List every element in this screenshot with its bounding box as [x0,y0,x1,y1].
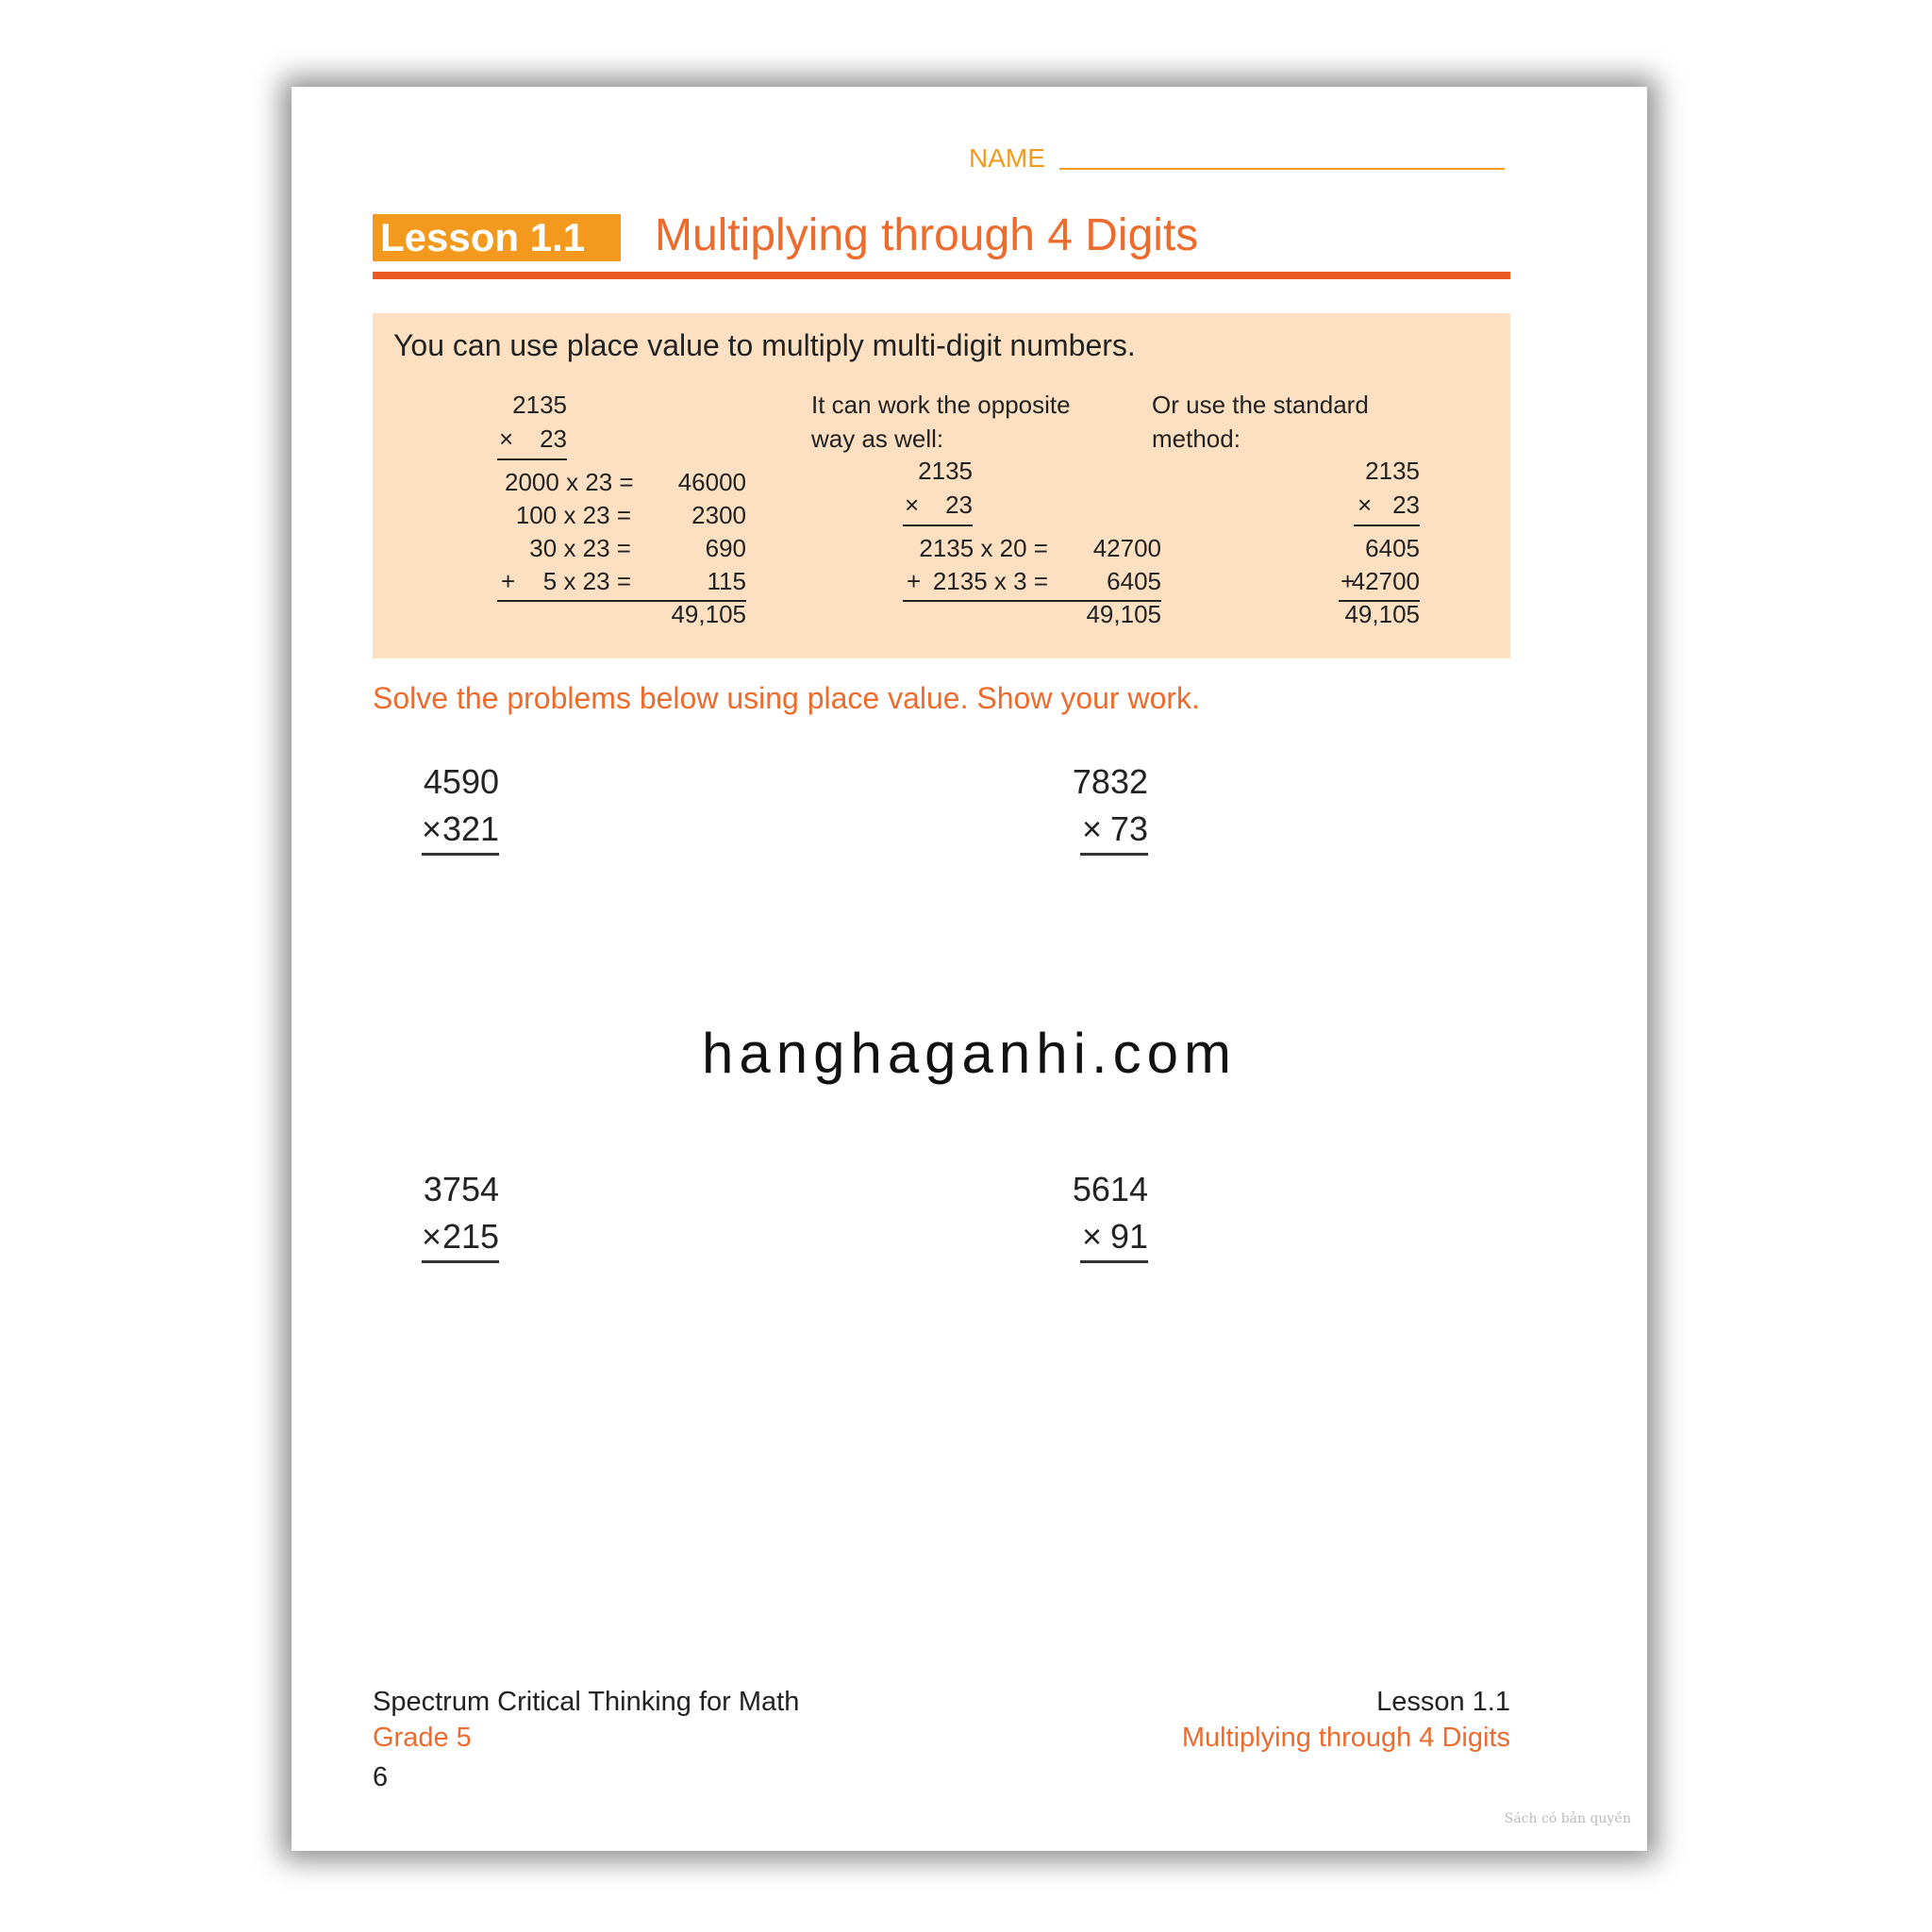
method2-total: 49,105 [1086,600,1161,628]
worksheet-page [291,87,1647,1851]
method2-times-sign: × [905,491,920,519]
times-sign: × [1082,1217,1103,1256]
problem-top-number: 7832 [1072,762,1148,801]
method1-top: 2135 [512,391,567,419]
problem-answer-line [1080,853,1148,856]
method1-row-value: 115 [707,567,746,595]
method2-caption-line1: It can work the opposite [811,391,1071,419]
problem-multiplier: 215 [442,1217,500,1256]
method3-caption-line1: Or use the standard [1152,391,1369,419]
example-intro: You can use place value to multiply multi-digit numbers. [393,328,1136,362]
method2-multiplier: 23 [945,491,973,519]
title-rule [373,272,1510,279]
method2-short-rule [903,525,973,526]
method1-short-rule [497,458,567,460]
method2-caption-line2: way as well: [811,425,944,453]
problem-top-number: 4590 [423,762,499,801]
copyright-note: Sách có bản quyền [1504,1811,1631,1826]
method1-row-expr: 30 x 23 = [529,534,631,562]
method3-times-sign: × [1357,491,1373,519]
method1-row-value: 690 [705,534,746,562]
footer-page-number: 6 [373,1762,389,1792]
name-label: NAME [969,143,1045,173]
method1-row-value: 46000 [677,468,746,496]
method2-row-expr: 2135 x 20 = [919,534,1048,562]
method3-row-value: 6405 [1365,534,1420,562]
method1-total: 49,105 [671,600,746,628]
instruction-text: Solve the problems below using place value. Show your work. [373,681,1200,715]
method3-plus-sign: + [1341,567,1356,595]
problem-top-number: 5614 [1072,1170,1148,1208]
method2-row-expr: 2135 x 3 = [932,567,1048,595]
method1-row-expr: 2000 x 23 = [505,468,634,496]
method1-row-value: 2300 [691,501,746,529]
problem-answer-line [422,1260,499,1263]
lesson-badge: Lesson 1.1 [373,214,621,261]
method3-short-rule [1354,525,1420,526]
method1-times-sign: × [499,425,514,453]
method1-row-expr: 100 x 23 = [515,501,631,529]
method2-row-value: 42700 [1092,534,1161,562]
times-sign: × [422,1217,442,1256]
method3-caption-line2: method: [1152,425,1241,453]
name-blank-line [1059,168,1505,170]
footer-lesson: Lesson 1.1 [1376,1687,1510,1717]
example-box [373,313,1510,658]
problem-answer-line [422,853,499,856]
method2-row-value: 6405 [1107,567,1161,595]
method2-plus-sign: + [907,567,922,595]
footer-grade: Grade 5 [373,1723,472,1753]
method1-plus-sign: + [501,567,516,595]
times-sign: × [1082,809,1103,848]
footer-lesson-title: Multiplying through 4 Digits [1181,1723,1510,1753]
footer-book-title: Spectrum Critical Thinking for Math [373,1687,800,1717]
method3-top: 2135 [1365,457,1420,485]
method3-total: 49,105 [1344,600,1420,628]
method3-multiplier: 23 [1392,491,1420,519]
method1-multiplier: 23 [540,425,567,453]
problem-multiplier: 91 [1109,1217,1148,1256]
problem-multiplier: 321 [442,809,500,848]
method1-row-expr: 5 x 23 = [542,567,631,595]
problem-top-number: 3754 [423,1170,499,1208]
problem-answer-line [1080,1260,1148,1263]
problem-multiplier: 73 [1109,809,1148,848]
watermark-text: hanghaganhi.com [701,1022,1238,1085]
lesson-title: Multiplying through 4 Digits [655,210,1199,260]
times-sign: × [422,809,442,848]
method3-row-value: 42700 [1351,567,1420,595]
method2-top: 2135 [918,457,973,485]
